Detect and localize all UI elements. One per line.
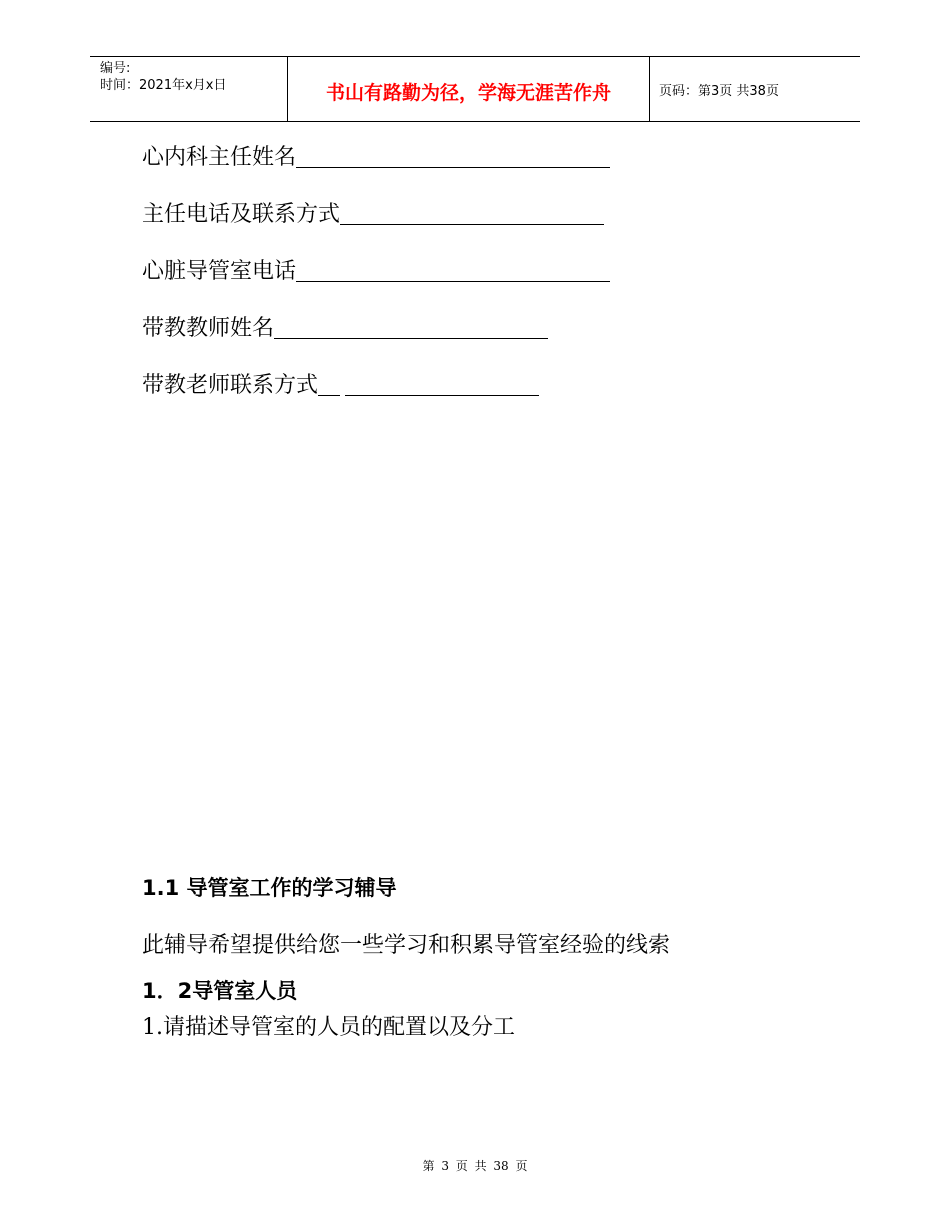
section-1-2-item-1: 1.请描述导管室的人员的配置以及分工 [142, 1015, 515, 1040]
header-page-info: 页码：第3页 共38页 [659, 83, 779, 99]
form-field-teacher-contact [142, 371, 539, 401]
form-field-director-name [142, 143, 610, 173]
teacher-contact-label: 带教老师联系方式 [142, 373, 319, 398]
form-field-teacher-name [142, 314, 548, 344]
form-field-director-contact [142, 200, 604, 230]
page-footer: 第 3 页 共 38 页 [422, 1159, 528, 1173]
section-1-1-text: 此辅导希望提供给您一些学习和积累导管室经验的线索 [142, 933, 671, 958]
document-header [90, 56, 860, 122]
cath-lab-phone-label: 心脏导管室电话 [142, 259, 297, 284]
header-motto: 书山有路勤为径，学海无涯苦作舟 [287, 57, 650, 121]
director-name-blank[interactable] [296, 144, 610, 168]
director-contact-label: 主任电话及联系方式 [142, 202, 341, 227]
director-contact-blank[interactable] [340, 201, 604, 225]
teacher-name-blank[interactable] [274, 315, 548, 339]
header-time: 时间：2021年x月x日 [100, 78, 227, 93]
section-1-1-title: 1.1 导管室工作的学习辅导 [142, 876, 397, 900]
teacher-name-label: 带教教师姓名 [142, 316, 275, 341]
section-1-2-title: 1．2导管室人员 [142, 979, 298, 1003]
director-name-label: 心内科主任姓名 [142, 145, 297, 170]
header-number-label: 编号: [100, 61, 131, 76]
teacher-contact-blank[interactable] [345, 372, 539, 396]
form-field-cath-lab-phone [142, 257, 610, 287]
teacher-contact-blank-short[interactable] [318, 372, 340, 396]
header-meta [90, 57, 287, 121]
cath-lab-phone-blank[interactable] [296, 258, 610, 282]
